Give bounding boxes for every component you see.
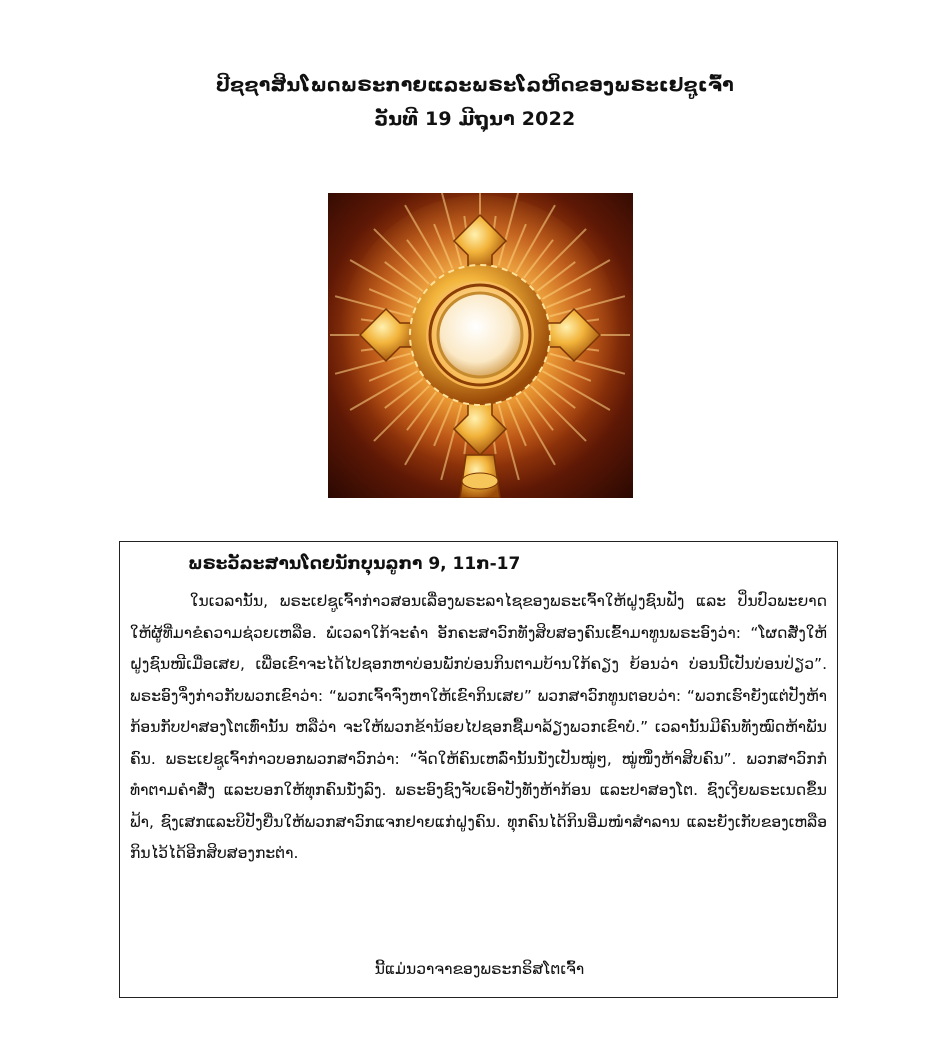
monstrance-image (328, 193, 633, 498)
page-date: ວັນທີ 19 ມີຖຸນາ 2022 (374, 108, 576, 130)
gospel-reading-box (119, 541, 838, 998)
reading-heading: ພຣະວັລະສານໂດຍນັກບຸນລູກາ 9, 11ກ-17 (188, 554, 521, 574)
reading-body: ໃນເວລານັ້ນ, ພຣະເຢຊູເຈົ້າກ່າວສອນເລື່ອງພຣະລາໄຊຂອງພຣະເຈົ້າໃຫ້ຝູງຊົນຟັງ ແລະ ປິ່ນປົວພະຍາດໃຫ້ຜູ້ທີ່ມາຂໍຄວາມຊ່ວຍເຫລືອ. ພໍເວລາໃກ້ຈະຄ່ຳ ອັກຄະສາວົກທັງສິບສອງຄົນເຂົ້າມາທູນພຣະອົງວ່າ: “ໂຜດສັ່ງໃຫ້ຝູງຊົນໜີເມື່ອເສຍ, ເພື່ອເຂົາຈະໄດ້ໄປຊອກຫາບ່ອນພັກບ່ອນກິນຕາມບ້ານໃກ້ຄຽງ ຍ້ອນວ່າ ບ່ອນນີ້ເປັນບ່ອນປ່ຽວ”. ພຣະອົງຈຶ່ງກ່າວກັບພວກເຂົາວ່າ: “ພວກເຈົ້າຈົ່ງຫາໃຫ້ເຂົາກິນເສຍ” ພວກສາວົກທູນຕອບວ່າ: “ພວກເຮົາຍັງແຕ່ປັງຫ້າກ້ອນກັບປາສອງໂຕເທົ່ານັ້ນ ຫລືວ່າ ຈະໃຫ້ພວກຂ້ານ້ອຍໄປຊອກຊື້ມາລ້ຽງພວກເຂົາບໍ.” ເວລານັ້ນມີຄົນທັງໝົດຫ້າພັນຄົນ. ພຣະເຢຊູເຈົ້າກ່າວບອກພວກສາວົກວ່າ: “ຈັດໃຫ້ຄົນເຫລົ່ານັ້ນນັ່ງເປັນໝູ່ໆ, ໝູ່ໜຶ່ງຫ້າສິບຄົນ”. ພວກສາວົກກໍທຳຕາມຄຳສັ່ງ ແລະບອກໃຫ້ທຸກຄົນນັ່ງລົງ. ພຣະອົງຊົງຈັບເອົາປັງທັງຫ້າກ້ອນ ແລະປາສອງໂຕ. ຊົງເງີຍພຣະເນດຂຶ້ນຟ້າ, ຊົງເສກແລະບິປັງຍື່ນໃຫ້ພວກສາວົກແຈກຢາຍແກ່ຝູງຄົນ. ທຸກຄົນໄດ້ກິນອີ່ມໜຳສຳລານ ແລະຍັງເກັບຂອງເຫລືອກິນໄວ້ໄດ້ອີກສິບສອງກະຕ່າ. (130, 592, 827, 862)
reading-closing: ນີ້ແມ່ນວາຈາຂອງພຣະກຣິສໂຕເຈົ້າ (374, 960, 585, 978)
monstrance-icon (328, 193, 633, 498)
page-title: ປີຊຊາສິນໂພດພຣະກາຍແລະພຣະໂລຫິດຂອງພຣະເຢຊູເຈົ້າ (216, 74, 734, 96)
